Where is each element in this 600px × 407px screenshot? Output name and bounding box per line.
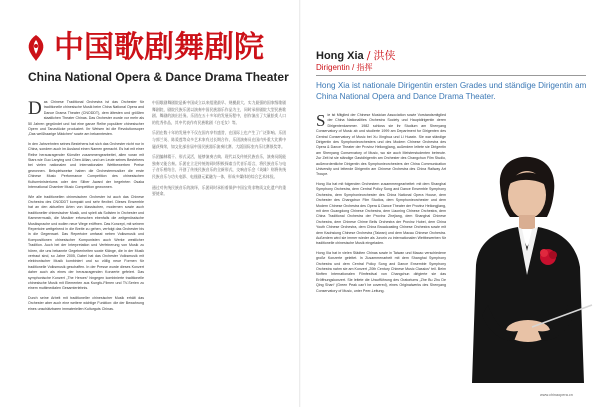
german-paragraph: Das Chinese Traditional Orchestra ist das Orchester für traditionelle chinesische Musik beim China National Opera and Dance Drama Theater (CNODDT), dem ältesten und größten staatlichen Theater Chinas. Das Orchester wurde vor mehr als 50 Jahren gegründet und hat eine ganze Reihe populärer chinesischer Opern und Tanzstücke produziert. Ihr Weisen ist die Revolutionsoper „Das weißhaarige Mädchen“ sowie am bekanntesten. bbox=[28, 100, 144, 137]
german-paragraph: In den Jahrzehnten seines Bestehens hat sich das Orchester nicht nur in China, sondern auch im Ausland einen Namen gemacht. Es hat mit einer Reihe herausragender Künstler zusammengearbeitet, allen voran mit Stars wie Guo Lanying und Chen Ailian, und um Leute seines Bestehens bei vielen nationalen und internationalen Wettbewerben Preise gewonnen. Beispielsweise haben die Orchestermusiker die erste Chinese Music Performance Competition des chinesischen Kulturministeriums oder den Silber Award der begehrten Osaka International Chamber Music Competition gewonnen. bbox=[28, 141, 144, 190]
bio-paragraph: Hong Xia hat mit folgenden Orchestern zusammengearbeitet: mit dem Shanghai Symphony Orchestra, dem Central Policy Song and Dance Ensemble Symphony Orchestra, dem Symphonieorchester des China National Opera House, dem Orchester des Changchun Film Studios, dem Symphonieorchester und dem Modern Chinese Orchestra des Opera & Dance Theater der Provinz Heilongjiang, mit dem Guangdong Chinese Orchestra, dem Liaoning Chinese Orchestra, dem China Traditional Orchestra der Provinz Zhejiang, dem Shanghai Chinese Orchestra, dem Chinese Chime Bells Orchestra der Provinz Hubei, dem China Youth Chinese Orchestra, dem China Broadcasting Chinese Orchestra sowie mit dem Kaohsiung Chinese Orchestra (Taiwan) und dem Macau Chinese Orchestra. Außerdem wird sie immer wieder als Jurorin zu internationalen Wettbewerben für traditionelle chinesische Musik eingeladen. bbox=[316, 181, 446, 246]
drop-cap: D bbox=[28, 100, 42, 119]
role-separator: / bbox=[352, 63, 355, 72]
logo-chinese-text: 中国歌剧舞剧院 bbox=[54, 30, 264, 65]
conductor-portrait-photo bbox=[452, 155, 600, 383]
name-latin: Hong Xia bbox=[316, 50, 364, 62]
biography-column bbox=[316, 113, 446, 398]
bio-paragraph: Hong Xia hat in vielen Städten Chinas sowie in Taiwan und Macao verschiedene große Konzerte geleitet. In Zusammenarbeit mit dem Shanghai Symphony Orchestra und dem Central Policy Song and Dance Ensemble Symphony Orchestra nahm sie am Konzert „20th Century Chinese Music Classics“ teil. Beim fünften Internationalen Filmfestival von Changchun dirigierte sie das Eröffnungskonzert. Sie leitete die Uraufführung des Oratoriums „Zhe Bu Zhu De Qing Shan“ (Green Peak can't be covered), eines Originalwerks des Shenyang Conservatory of Music, unter Peer-Leitung. bbox=[316, 250, 446, 293]
page-gutter bbox=[299, 0, 301, 407]
chinese-paragraph: 乐团编制精干、形式灵活，能够演奏古典、现代以及传统民族音乐，演奏员既能独奏又能合奏。乐团在立足传统的同时积极探索当代音乐语言，将民族音乐与电子音乐相结合，开创了传统民族音乐的全新形式，交响音乐会《英雄》则将传统民族音乐与功夫电影、电视剧元素融为一体，形成多媒体的综合艺术体验。 bbox=[152, 154, 286, 179]
chinese-paragraph: 乐团在数十年的发展中不仅在国内享有盛誉，在国际上也产生了广泛影响。乐团与郭兰英、陈爱莲等众多艺术家有过长期合作，乐团演奏员在国内外重大比赛中屡获殊荣，如文化部首届中国民族器乐演奏比赛、大阪国际室内乐比赛银奖等。 bbox=[152, 130, 286, 149]
theater-emblem-icon bbox=[24, 34, 48, 62]
role-chinese: 指挥 bbox=[356, 63, 373, 72]
german-paragraph: Durch seine Arbeit mit traditioneller chinesischer Musik erhält das Orchester aber auch eine weitere wichtige Funktion: die der Bewahrung eines unschätzbaren immateriellen Kulturguts Chinas. bbox=[28, 295, 144, 311]
name-separator: / bbox=[366, 49, 371, 62]
drop-cap: S bbox=[316, 113, 326, 130]
logo-english-text: China National Opera & Dance Drama Theater bbox=[28, 70, 289, 84]
conductor-name bbox=[316, 47, 396, 63]
chinese-paragraph: 中国歌剧舞剧院是新中国成立以来组建最早、规模最大、实力最强的国家级歌剧舞剧院，剧院民族乐团以演奏中国民族器乐作品为主，同时承担剧院大型民族歌剧、舞剧的演出任务。乐团在五十多年的发展历程中，创作演出了大量脍炙人口的优秀作品，其中代表作有民族歌剧《白毛女》等。 bbox=[152, 100, 286, 125]
conductor-role bbox=[316, 62, 373, 73]
name-chinese: 洪侠 bbox=[373, 49, 396, 62]
role-latin: Dirigentin bbox=[316, 63, 350, 72]
german-text-column bbox=[28, 100, 144, 375]
bio-paragraph: Sie ist Mitglied der Chinese Musician Association sowie Vorstandsmitglied der China Nationalities Orchestra Society und Hauptdirigentin deren Dirigentenkammer. 1982 schloss sie ihr Studium am Shenyang Conservatory of Music ab und studierte 1999 am Department for Dirigenten des Central Conservatory of Music bei Xu Xinghua und Li Huaxin. Sie war ständige Dirigentin des Symphonieorchesters und des Modern Chinese Orchestra des Opera & Dance Theater der Provinz Heilongjiang, außerdem leitete sie Dirigentin am Shenyang Conservatory of Music, wo sie auch Meisterstudenten betreute. Zur Zeit ist sie ständige Gastdirigentin am Orchester des Changchun Film Studio, außerordentliche Dirigentin des Symphonieorchesters der China Communication University und leitende Dirigentin am Chinese Orchestra des China Railway Art Troupe. bbox=[316, 113, 446, 177]
intro-text: Hong Xia ist nationale Dirigentin ersten Grades und ständige Dirigentin am China National Opera and Dance Drama Theater. bbox=[316, 81, 587, 101]
chinese-text-column bbox=[152, 100, 286, 380]
heading-rule bbox=[316, 75, 586, 76]
chinese-paragraph: 通过对传统民族音乐的演绎，乐团同时承担着保护中国宝贵非物质文化遗产的重要使命。 bbox=[152, 184, 286, 197]
german-paragraph: Wie alle traditionellen chinesischen Orchester ist auch das Chinese Orchestra des CNODDT kompakt und sehr flexibel. Dieses Ensemble hat an den aktuellen Arten von klassischen, modernen sowie auch traditioneller chinesischer Musik, und spielt als Solisten in Orchester und Kammermusik, die Musiker erforschen ebenfalls die zeitgenössische Musiksprache und wollen neue Wege eröffnen. Das Konzept, mit seinem Repertoire weitgehend in die Breite zu gehen, verfolgt das Orchester bis in die Gegenwart. Das Repertoire umfasst neben Volksmusik und Kompositionen chinesischer Komponisten auch Werke westlicher Tradition. Auch bei der Interpretation und Verfeinerung von Musik zu hören, die uns bekannte Gegebenheiten sowie Klänge, die in der Musik vertraut sind, so Jahre 2005, Dabei hat das Orchester Volksmusik mit elektronischer Musik kombiniert und so völlig neue Formen für traditionelle Volksmusik geschaffen. In der Presse wurde dieses Konzert daher auch als eines der herausragenden Konzerte gefeiert. Das symphonische Konzert „The Heroes“ hingegen kombinierte traditionelle chinesische Musik mit Elementen aus Kungfu-Filmen und TV-Serien zu einem multimedialen Gesamterlebnis. bbox=[28, 194, 144, 291]
website-url: www.chinaopera.cn bbox=[540, 393, 573, 397]
